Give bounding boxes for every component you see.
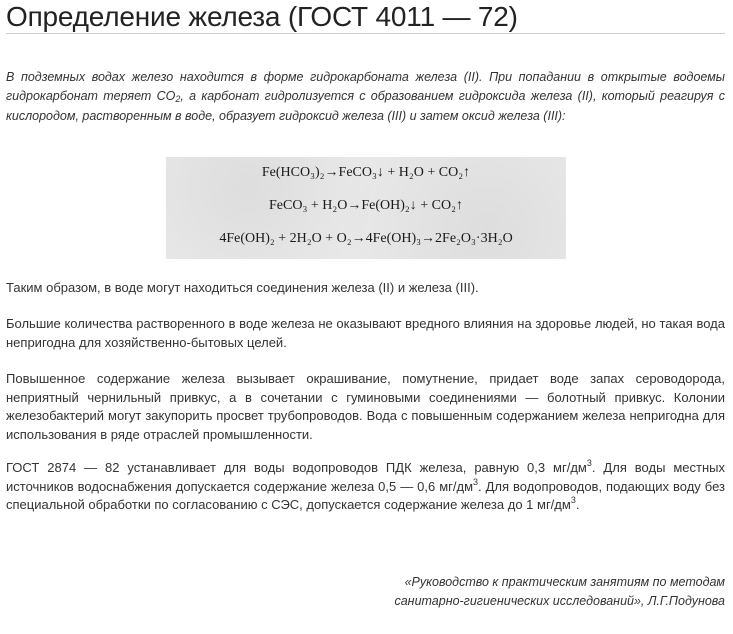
gost-text-c: . Для водопроводов, подающих воду без специальной обработки по согласованию с СЭС, допускается содержание железа до 1 мг/дм — [6, 478, 725, 513]
citation-line-1: «Руководство к практическим занятиям по методам — [404, 575, 725, 589]
paragraph-household-use: Большие количества растворенного в воде железа не оказывают вредного влияния на здоровье людей, но такая вода непригодна для хозяйственно-бытовых целей. — [6, 316, 725, 350]
equation-1: Fe(HCO₃)₂→FeCO₃↓ + H₂O + CO₂↑ — [261, 165, 471, 180]
paragraph-gost-limits — [6, 459, 725, 515]
superscript-3: 3 — [570, 495, 576, 506]
superscript-1: 3 — [586, 458, 592, 468]
intro-paragraph — [6, 68, 725, 126]
title-divider — [6, 33, 725, 34]
superscript-2: 3 — [473, 476, 479, 487]
paragraph-effects: Повышенное содержание железа вызывает окрашивание, помутнение, придает воде запах сероводорода, неприятный чернильный привкус, а в сочетании с гуминовыми соединениями — болотный привкус. Колонии железобактерий могут закупорить просвет трубопроводов. Вода с повышенным содержанием железа непригодна для использования в ряде отраслей промышленности. — [6, 371, 725, 442]
equation-2: FeCO₃ + H₂O→Fe(OH)₂↓ + CO₂↑ — [269, 198, 463, 213]
gost-text-a: ГОСТ 2874 — 82 устанавливает для воды водопроводов ПДК железа, равную 0,3 мг/дм — [6, 460, 587, 475]
citation-line-2: санитарно-гигиенических исследований», Л.Г.Подунова — [394, 594, 725, 608]
intro-text-part2: , а карбонат гидролизуется с образованием гидроксида железа (II), который реагируя с кислородом, растворенным в воде, образует гидроксид железа (III) и затем оксид железа (III): — [6, 89, 725, 123]
intro-subscript: 2 — [175, 94, 181, 105]
source-citation — [225, 573, 725, 611]
chemical-equations-image — [166, 157, 566, 259]
gost-text-d: . — [575, 497, 580, 513]
gost-text-b: . Для воды местных источников водоснабжения допускается содержание железа 0,5 — 0,6 мг/дм — [6, 460, 725, 494]
intro-text-part1: В подземных водах железо находится в форме гидрокарбоната железа (II). При попадании в открытые водоемы гидрокарбонат теряет CO — [6, 70, 725, 104]
paragraph-iron-compounds: Таким образом, в воде могут находиться соединения железа (II) и железа (III). — [6, 280, 479, 295]
equation-3: 4Fe(OH)₂ + 2H₂O + O₂→4Fe(OH)₃→2Fe₂O₃·3H₂O — [219, 231, 513, 246]
page-title: Определение железа (ГОСТ 4011 — 72) — [6, 1, 518, 32]
